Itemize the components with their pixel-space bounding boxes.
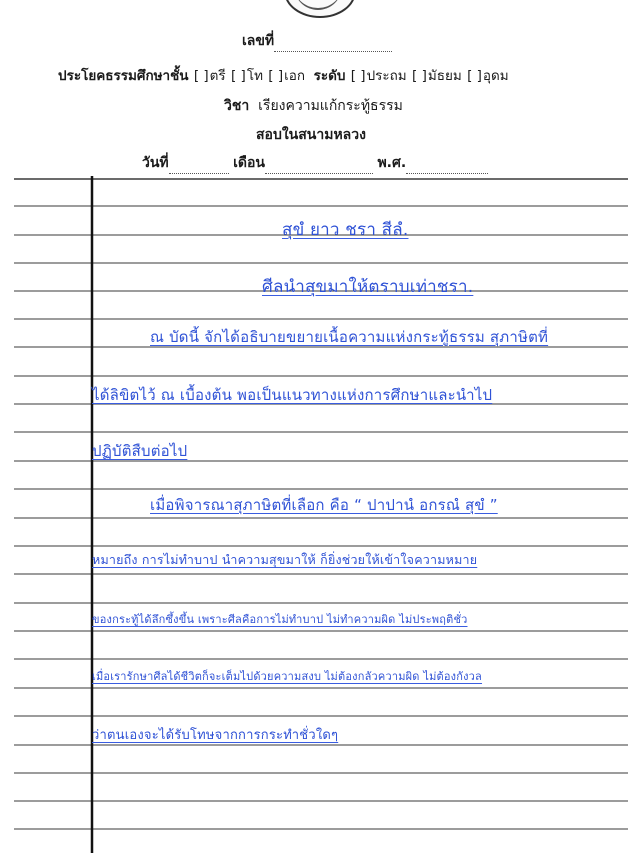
exam-level-row: ประโยคธรรมศึกษาชั้น [ ]ตรี [ ]โท [ ]เอก ระดับ [ ]ประถม [ ]มัธยม [ ]อุดม bbox=[58, 68, 509, 84]
grade-option-2: มัธยม bbox=[427, 68, 462, 84]
essay-line: ปฏิบัติสืบต่อไป bbox=[92, 442, 188, 460]
subject-label: วิชา bbox=[224, 98, 250, 114]
essay-title-pali: สุขํ ยาว ชรา สีลํ. bbox=[282, 220, 409, 240]
essay-line: เมื่อเรารักษาศีลได้ชีวิตก็จะเต็มไปด้วยความสงบ ไม่ต้องกลัวความผิด ไม่ต้องกังวล bbox=[92, 670, 483, 683]
year-label: พ.ศ. bbox=[377, 155, 407, 171]
subject-value: เรียงความแก้กระทู้ธรรม bbox=[258, 98, 403, 114]
essay-line: ว่าตนเองจะได้รับโทษจากการกระทำชั่วใดๆ bbox=[92, 728, 339, 743]
level-option-1: ตรี bbox=[209, 68, 226, 84]
number-label: เลขที่ bbox=[242, 33, 275, 49]
venue-label: สอบในสนามหลวง bbox=[256, 127, 366, 143]
grade-option-3: อุดม bbox=[482, 68, 509, 84]
date-label: วันที่ bbox=[142, 155, 169, 171]
essay-title-thai: ศีลนำสุขมาให้ตราบเท่าชรา. bbox=[262, 277, 474, 297]
level-option-2: โท bbox=[246, 68, 263, 84]
grade-label: ระดับ bbox=[313, 68, 346, 84]
level-option-3: เอก bbox=[284, 68, 305, 84]
exam-label: ประโยคธรรมศึกษาชั้น bbox=[58, 68, 189, 84]
essay-line: ณ บัดนี้ จักได้อธิบายขยายเนื้อความแห่งกระทู้ธรรม สุภาษิตที่ bbox=[150, 328, 549, 346]
grade-option-1: ประถม bbox=[366, 68, 407, 84]
essay-line: ของกระทู้ได้ลึกซึ้งขึ้น เพราะศีลคือการไม่ทำบาป ไม่ทำความผิด ไม่ประพฤติชั่ว bbox=[92, 613, 468, 626]
essay-line: เมื่อพิจารณาสุภาษิตที่เลือก คือ “ ปาปานํ อกรณํ สุขํ ” bbox=[150, 496, 498, 514]
month-label: เดือน bbox=[233, 155, 265, 171]
essay-line: หมายถึง การไม่ทำบาป นำความสุขมาให้ ก็ยิ่งช่วยให้เข้าใจความหมาย bbox=[92, 552, 478, 567]
essay-line: ได้ลิขิตไว้ ณ เบื้องต้น พอเป็นแนวทางแห่งการศึกษาและนำไป bbox=[92, 386, 493, 404]
